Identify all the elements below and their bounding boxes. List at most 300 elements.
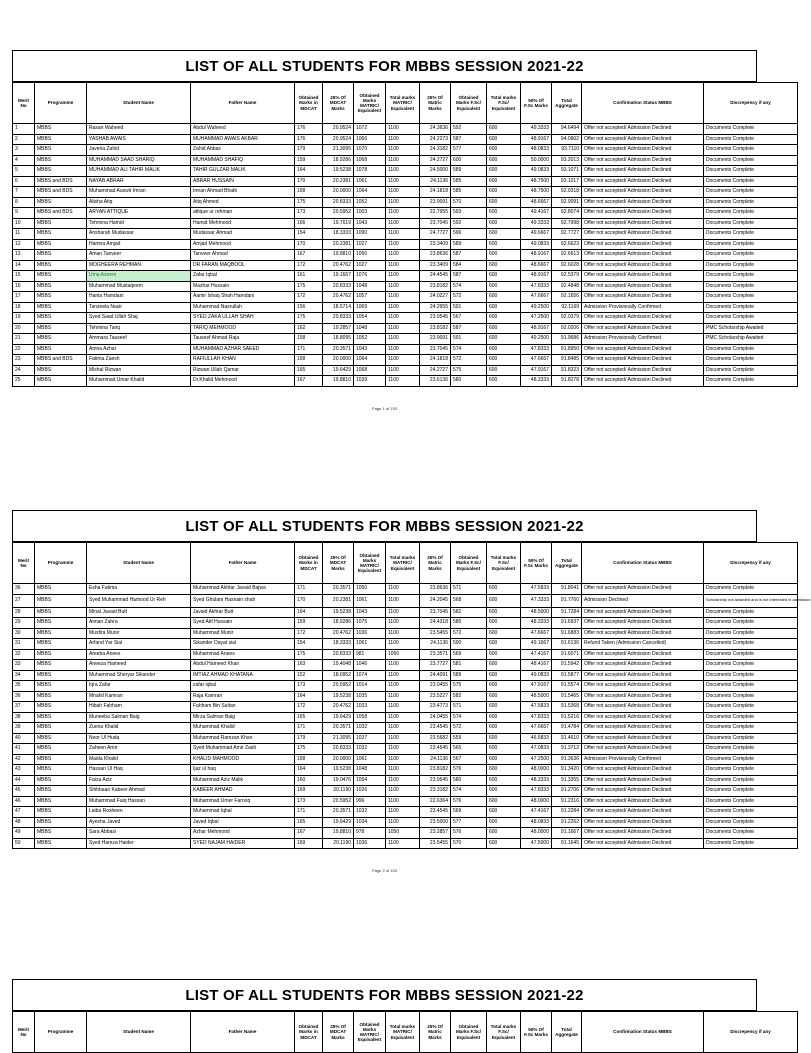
cell-fsc-50pct: 48.9167 (521, 323, 552, 334)
cell-fsc-obtained: 585 (451, 176, 487, 187)
cell-student-name: Muneeba Salman Baig (87, 712, 191, 723)
cell-fsc-obtained: 581 (451, 660, 487, 671)
col-header-fsc-obtained: Obtained Marks F.Sc/ Equivalent (451, 543, 487, 584)
cell-mdcat-25pct: 20.8333 (323, 281, 354, 292)
cell-matric-obtained: 1066 (354, 134, 386, 145)
cell-matric-total: 1100 (386, 145, 420, 156)
cell-total-aggregate: 91.2284 (552, 807, 582, 818)
cell-mdcat-marks: 173 (295, 796, 323, 807)
cell-father-name: Syed Atif Hussain (191, 618, 295, 629)
cell-matric-total: 1100 (386, 187, 420, 198)
cell-fsc-50pct: 47.5833 (521, 702, 552, 713)
cell-discrepancy: Documents Complete (704, 733, 798, 744)
cell-fsc-50pct: 47.5833 (521, 584, 552, 595)
cell-matric-25pct: 23.5682 (420, 733, 451, 744)
cell-merit-no: 7 (13, 187, 35, 198)
cell-total-aggregate: 91.6071 (552, 649, 582, 660)
cell-matric-total: 1100 (386, 250, 420, 261)
cell-confirmation-status: Offer not accepted/ Admission Declined (582, 691, 704, 702)
cell-fsc-obtained: 582 (451, 691, 487, 702)
table-row (13, 828, 798, 839)
cell-mdcat-marks: 154 (295, 229, 323, 240)
cell-merit-no: 44 (13, 775, 35, 786)
cell-fsc-total: 600 (487, 660, 521, 671)
cell-discrepancy: Documents Complete (704, 807, 798, 818)
table-row (13, 365, 798, 376)
cell-mdcat-25pct: 19.6429 (323, 817, 354, 828)
cell-matric-total: 1100 (386, 670, 420, 681)
cell-fsc-obtained: 600 (451, 155, 487, 166)
cell-matric-25pct: 23.3409 (420, 239, 451, 250)
col-header-merit-no: Merit No (13, 83, 35, 124)
cell-merit-no: 24 (13, 365, 35, 376)
col-header-matric-obtained: Obtained Marks MATRIC/ Equivalent (354, 543, 386, 584)
cell-matric-25pct: 24.0455 (420, 712, 451, 723)
cell-fsc-obtained: 570 (451, 838, 487, 849)
page-title: LIST OF ALL STUDENTS FOR MBBS SESSION 2021-22 (12, 50, 757, 82)
cell-discrepancy: Documents Complete (704, 355, 798, 366)
col-header-confirmation-status: Confirmation Status MBBS (582, 1012, 704, 1053)
table-row (13, 134, 798, 145)
cell-mdcat-marks: 170 (295, 594, 323, 607)
cell-matric-total: 1100 (386, 155, 420, 166)
cell-student-name: Iqra Zafar (87, 681, 191, 692)
cell-fsc-obtained: 577 (451, 817, 487, 828)
cell-total-aggregate: 93.1017 (552, 176, 582, 187)
cell-fsc-total: 600 (487, 134, 521, 145)
cell-father-name: DR FARAN MAQBOOL (191, 260, 295, 271)
page-2 (12, 510, 811, 873)
cell-matric-25pct: 23.8636 (420, 250, 451, 261)
cell-father-name: Abdul Hameed Khan (191, 660, 295, 671)
cell-fsc-50pct: 49.3333 (521, 218, 552, 229)
cell-father-name: SYED ZAKA ULLAH SHAH (191, 313, 295, 324)
cell-student-name: Hibah Fahham (87, 702, 191, 713)
cell-matric-obtained: 1068 (354, 155, 386, 166)
cell-fsc-total: 600 (487, 733, 521, 744)
cell-merit-no: 39 (13, 723, 35, 734)
cell-mdcat-25pct: 20.0000 (323, 754, 354, 765)
col-header-discrepancy: Discrepency if any (704, 1012, 798, 1053)
cell-matric-25pct: 23.3182 (420, 786, 451, 797)
cell-total-aggregate: 91.3636 (552, 754, 582, 765)
cell-matric-25pct: 23.8182 (420, 281, 451, 292)
cell-mdcat-marks: 171 (295, 344, 323, 355)
cell-matric-obtained: 1061 (354, 639, 386, 650)
cell-merit-no: 31 (13, 639, 35, 650)
cell-confirmation-status: Offer not accepted/ Admission Declined (582, 260, 704, 271)
cell-fsc-total: 600 (487, 229, 521, 240)
cell-mdcat-25pct: 20.3571 (323, 584, 354, 595)
cell-confirmation-status: Offer not accepted/ Admission Declined (582, 723, 704, 734)
cell-confirmation-status: Offer not accepted/ Admission Declined (582, 124, 704, 135)
table-row (13, 355, 798, 366)
cell-total-aggregate: 92.7727 (552, 229, 582, 240)
cell-matric-25pct: 23.5000 (420, 817, 451, 828)
cell-total-aggregate: 92.5379 (552, 271, 582, 282)
cell-confirmation-status: Offer not accepted/ Admission Declined (582, 670, 704, 681)
cell-merit-no: 29 (13, 618, 35, 629)
cell-matric-total: 1100 (386, 712, 420, 723)
cell-matric-obtained: 1039 (354, 376, 386, 387)
cell-matric-25pct: 23.7045 (420, 344, 451, 355)
cell-programme: MBBS (35, 765, 87, 776)
cell-merit-no: 30 (13, 628, 35, 639)
cell-fsc-total: 600 (487, 649, 521, 660)
table-row (13, 334, 798, 345)
cell-confirmation-status: Offer not accepted/ Admission Declined (582, 838, 704, 849)
cell-programme: MBBS (35, 239, 87, 250)
cell-confirmation-status: Offer not accepted/ Admission Declined (582, 775, 704, 786)
cell-confirmation-status: Offer not accepted/ Admission Declined (582, 649, 704, 660)
cell-matric-obtained: 1046 (354, 660, 386, 671)
cell-merit-no: 22 (13, 344, 35, 355)
cell-fsc-total: 600 (487, 176, 521, 187)
cell-matric-25pct: 24.1136 (420, 639, 451, 650)
cell-mdcat-25pct: 20.2381 (323, 176, 354, 187)
cell-confirmation-status: Offer not accepted/ Admission Declined (582, 733, 704, 744)
cell-fsc-obtained: 580 (451, 775, 487, 786)
cell-total-aggregate: 91.1667 (552, 828, 582, 839)
cell-merit-no: 4 (13, 155, 35, 166)
cell-mdcat-25pct: 20.4762 (323, 260, 354, 271)
cell-confirmation-status: Refund Taken (Admission Cancelled) (582, 639, 704, 650)
cell-fsc-50pct: 49.4167 (521, 208, 552, 219)
cell-total-aggregate: 91.2262 (552, 817, 582, 828)
cell-merit-no: 23 (13, 355, 35, 366)
table-row (13, 807, 798, 818)
cell-student-name: Minal Javaid Butt (87, 607, 191, 618)
cell-programme: MBBS (35, 313, 87, 324)
cell-matric-total: 1100 (386, 323, 420, 334)
cell-fsc-50pct: 48.7500 (521, 176, 552, 187)
table-row (13, 594, 798, 607)
cell-mdcat-marks: 172 (295, 702, 323, 713)
cell-father-name: Javaid Akhtar Butt (191, 607, 295, 618)
cell-total-aggregate: 92.6028 (552, 260, 582, 271)
cell-total-aggregate: 91.5368 (552, 702, 582, 713)
cell-fsc-50pct: 47.8333 (521, 281, 552, 292)
cell-matric-25pct: 23.5455 (420, 838, 451, 849)
col-header-programme: Programme (35, 83, 87, 124)
cell-total-aggregate: 94.6494 (552, 124, 582, 135)
cell-fsc-total: 600 (487, 323, 521, 334)
cell-student-name: Muhammad Sheryar Sikander (87, 670, 191, 681)
cell-discrepancy: Documents Complete (704, 134, 798, 145)
cell-programme: MBBS (35, 691, 87, 702)
cell-matric-obtained: 1043 (354, 344, 386, 355)
cell-fsc-obtained: 571 (451, 702, 487, 713)
cell-matric-25pct: 23.6136 (420, 376, 451, 387)
cell-fsc-obtained: 593 (451, 208, 487, 219)
cell-discrepancy: Documents Complete (704, 639, 798, 650)
cell-mdcat-marks: 165 (295, 817, 323, 828)
cell-fsc-obtained: 587 (451, 323, 487, 334)
cell-discrepancy: Documents Complete (704, 313, 798, 324)
cell-mdcat-marks: 173 (295, 208, 323, 219)
cell-father-name: Muhammad Anees (191, 649, 295, 660)
cell-matric-total: 1100 (386, 786, 420, 797)
cell-matric-obtained: 1032 (354, 807, 386, 818)
cell-mdcat-marks: 173 (295, 681, 323, 692)
cell-discrepancy: Documents Complete (704, 649, 798, 660)
cell-merit-no: 6 (13, 176, 35, 187)
col-header-total-aggregate: Total Aggregate (552, 83, 582, 124)
table-row (13, 786, 798, 797)
cell-student-name: NAYAB ABRAR (87, 176, 191, 187)
cell-total-aggregate: 91.3712 (552, 744, 582, 755)
cell-merit-no: 38 (13, 712, 35, 723)
cell-mdcat-marks: 167 (295, 250, 323, 261)
cell-fsc-50pct: 47.6667 (521, 292, 552, 303)
cell-merit-no: 47 (13, 807, 35, 818)
cell-total-aggregate: 91.2316 (552, 796, 582, 807)
cell-matric-obtained: 1032 (354, 744, 386, 755)
cell-confirmation-status: Offer not accepted/ Admission Declined (582, 584, 704, 595)
cell-fsc-obtained: 575 (451, 365, 487, 376)
cell-father-name: Rizwan Ullah Qamar (191, 365, 295, 376)
cell-merit-no: 48 (13, 817, 35, 828)
cell-matric-total: 1100 (386, 723, 420, 734)
cell-matric-25pct: 23.9091 (420, 197, 451, 208)
cell-fsc-total: 600 (487, 712, 521, 723)
cell-fsc-obtained: 572 (451, 292, 487, 303)
cell-fsc-50pct: 47.8333 (521, 786, 552, 797)
cell-matric-obtained: 1058 (354, 712, 386, 723)
cell-discrepancy: Documents Complete (704, 197, 798, 208)
cell-matric-obtained: 1061 (354, 176, 386, 187)
cell-mdcat-25pct: 20.8333 (323, 313, 354, 324)
cell-discrepancy: PMC Scholarship Awaited (704, 334, 798, 345)
cell-fsc-obtained: 559 (451, 733, 487, 744)
header-row (13, 1012, 798, 1053)
cell-father-name: Azhar Mehmood (191, 828, 295, 839)
cell-fsc-obtained: 592 (451, 124, 487, 135)
col-header-fsc-total: Total marks F.Sc/ Equivalent (487, 543, 521, 584)
cell-total-aggregate: 91.7760 (552, 594, 582, 607)
cell-merit-no: 14 (13, 260, 35, 271)
cell-fsc-50pct: 47.9167 (521, 681, 552, 692)
cell-matric-25pct: 23.4773 (420, 702, 451, 713)
cell-matric-25pct: 24.1818 (420, 355, 451, 366)
cell-discrepancy: Documents Complete (704, 775, 798, 786)
cell-programme: MBBS (35, 271, 87, 282)
cell-discrepancy: Documents Complete (704, 628, 798, 639)
table-row (13, 744, 798, 755)
cell-fsc-total: 600 (487, 365, 521, 376)
cell-merit-no: 45 (13, 786, 35, 797)
cell-fsc-50pct: 47.2500 (521, 754, 552, 765)
cell-merit-no: 33 (13, 660, 35, 671)
cell-discrepancy: Documents Complete (704, 239, 798, 250)
table-row (13, 281, 798, 292)
cell-matric-total: 1100 (386, 176, 420, 187)
cell-fsc-50pct: 48.3333 (521, 376, 552, 387)
cell-fsc-total: 600 (487, 584, 521, 595)
cell-matric-total: 1100 (386, 744, 420, 755)
header-row (13, 543, 798, 584)
cell-fsc-50pct: 49.0833 (521, 239, 552, 250)
col-header-merit-no: Merit No (13, 1012, 35, 1053)
cell-discrepancy: Documents Complete (704, 618, 798, 629)
cell-fsc-obtained: 591 (451, 302, 487, 313)
cell-matric-obtained: 1074 (354, 670, 386, 681)
cell-discrepancy: Documents Complete (704, 208, 798, 219)
cell-discrepancy: Documents Complete (704, 365, 798, 376)
cell-matric-total: 1100 (386, 733, 420, 744)
cell-student-name: Tehmina Hamid (87, 218, 191, 229)
cell-mdcat-25pct: 19.5238 (323, 607, 354, 618)
cell-fsc-total: 600 (487, 796, 521, 807)
cell-student-name: Zaheen Amir (87, 744, 191, 755)
cell-fsc-obtained: 575 (451, 681, 487, 692)
table-row (13, 239, 798, 250)
cell-discrepancy: Documents Complete (704, 691, 798, 702)
cell-fsc-total: 600 (487, 765, 521, 776)
col-header-matric-total: Total marks MATRIC/ Equivalent (386, 543, 420, 584)
cell-mdcat-25pct: 20.5952 (323, 796, 354, 807)
cell-programme: MBBS (35, 594, 87, 607)
table-row (13, 681, 798, 692)
cell-programme: MBBS (35, 838, 87, 849)
cell-matric-25pct: 23.4545 (420, 744, 451, 755)
cell-programme: MBBS and BDS (35, 208, 87, 219)
cell-mdcat-25pct: 20.9524 (323, 124, 354, 135)
cell-total-aggregate: 91.8950 (552, 344, 582, 355)
cell-mdcat-25pct: 20.2381 (323, 239, 354, 250)
cell-mdcat-marks: 179 (295, 733, 323, 744)
cell-matric-total: 1100 (386, 166, 420, 177)
cell-discrepancy: Documents Complete (704, 584, 798, 595)
cell-mdcat-25pct: 20.8333 (323, 197, 354, 208)
cell-fsc-obtained: 568 (451, 594, 487, 607)
cell-fsc-obtained: 574 (451, 344, 487, 355)
students-table (12, 82, 798, 387)
cell-merit-no: 21 (13, 334, 35, 345)
col-header-confirmation-status: Confirmation Status MBBS (582, 543, 704, 584)
cell-fsc-total: 600 (487, 807, 521, 818)
cell-confirmation-status: Offer not accepted/ Admission Declined (582, 155, 704, 166)
cell-fsc-50pct: 47.8333 (521, 712, 552, 723)
cell-programme: MBBS (35, 744, 87, 755)
table-row (13, 607, 798, 618)
cell-fsc-obtained: 587 (451, 134, 487, 145)
cell-fsc-50pct: 48.5000 (521, 691, 552, 702)
cell-mdcat-marks: 172 (295, 292, 323, 303)
cell-merit-no: 35 (13, 681, 35, 692)
page-3 (12, 979, 771, 1053)
cell-merit-no: 17 (13, 292, 35, 303)
cell-matric-25pct: 23.9545 (420, 775, 451, 786)
cell-programme: MBBS (35, 376, 87, 387)
cell-student-name: Muhammad Auswir Imran (87, 187, 191, 198)
cell-father-name: MUHAMMAD AWAIS AKBAR (191, 134, 295, 145)
cell-matric-total: 1100 (386, 344, 420, 355)
cell-programme: MBBS (35, 733, 87, 744)
cell-fsc-50pct: 47.5000 (521, 838, 552, 849)
cell-fsc-total: 600 (487, 218, 521, 229)
cell-matric-obtained: 1054 (354, 775, 386, 786)
cell-programme: MBBS (35, 649, 87, 660)
table-row (13, 838, 798, 849)
cell-matric-total: 1100 (386, 334, 420, 345)
cell-matric-25pct: 24.1818 (420, 187, 451, 198)
table-row (13, 733, 798, 744)
cell-father-name: Tanveer Ahmad (191, 250, 295, 261)
cell-total-aggregate: 91.1645 (552, 838, 582, 849)
table-body (13, 124, 798, 387)
cell-fsc-total: 600 (487, 239, 521, 250)
cell-matric-obtained: 1070 (354, 145, 386, 156)
cell-fsc-50pct: 47.6667 (521, 723, 552, 734)
cell-student-name: Ayesha Javed (87, 817, 191, 828)
cell-mdcat-marks: 172 (295, 628, 323, 639)
cell-merit-no: 9 (13, 208, 35, 219)
cell-fsc-obtained: 571 (451, 584, 487, 595)
cell-programme: MBBS (35, 166, 87, 177)
cell-mdcat-25pct: 18.3333 (323, 639, 354, 650)
cell-fsc-obtained: 574 (451, 281, 487, 292)
cell-confirmation-status: Offer not accepted/ Admission Declined (582, 176, 704, 187)
cell-fsc-total: 600 (487, 723, 521, 734)
cell-fsc-50pct: 47.6667 (521, 355, 552, 366)
cell-confirmation-status: Offer not accepted/ Admission Declined (582, 765, 704, 776)
cell-programme: MBBS (35, 302, 87, 313)
cell-father-name: Atiq Ahmed (191, 197, 295, 208)
cell-father-name: TAHIR GULZAR MALIK (191, 166, 295, 177)
table-row (13, 754, 798, 765)
cell-father-name: Raja Kamran (191, 691, 295, 702)
cell-total-aggregate: 92.0379 (552, 313, 582, 324)
cell-programme: MBBS (35, 786, 87, 797)
cell-matric-total: 1100 (386, 124, 420, 135)
cell-fsc-obtained: 587 (451, 250, 487, 261)
cell-student-name: YASHAB AWAIS (87, 134, 191, 145)
cell-mdcat-25pct: 18.3333 (323, 229, 354, 240)
cell-merit-no: 8 (13, 197, 35, 208)
cell-discrepancy: Documents Complete (704, 271, 798, 282)
cell-total-aggregate: 92.9091 (552, 197, 582, 208)
cell-matric-total: 1100 (386, 838, 420, 849)
cell-fsc-obtained: 589 (451, 239, 487, 250)
cell-mdcat-25pct: 20.3571 (323, 807, 354, 818)
cell-fsc-50pct: 47.3333 (521, 594, 552, 607)
cell-matric-25pct: 24.1136 (420, 754, 451, 765)
cell-matric-total: 1100 (386, 628, 420, 639)
cell-fsc-total: 600 (487, 594, 521, 607)
cell-fsc-50pct: 48.6667 (521, 260, 552, 271)
cell-student-name: Uma Azeem (87, 271, 191, 282)
cell-confirmation-status: Offer not accepted/ Admission Declined (582, 239, 704, 250)
cell-student-name: Syed Muhammad Hamood Ur Reh (87, 594, 191, 607)
col-header-total-aggregate: Total Aggregate (552, 543, 582, 584)
col-header-father-name: Father Name (191, 83, 295, 124)
cell-confirmation-status: Offer not accepted/ Admission Declined (582, 712, 704, 723)
cell-matric-obtained: 1064 (354, 187, 386, 198)
cell-total-aggregate: 93.2013 (552, 155, 582, 166)
cell-total-aggregate: 92.8074 (552, 208, 582, 219)
cell-matric-25pct: 24.5000 (420, 166, 451, 177)
cell-programme: MBBS (35, 260, 87, 271)
cell-fsc-50pct: 46.5833 (521, 733, 552, 744)
cell-mdcat-marks: 162 (295, 323, 323, 334)
cell-programme: MBBS (35, 754, 87, 765)
cell-fsc-total: 600 (487, 775, 521, 786)
cell-fsc-50pct: 48.5000 (521, 607, 552, 618)
cell-mdcat-25pct: 20.1190 (323, 838, 354, 849)
cell-father-name: Tauseef Ahmad Raja (191, 334, 295, 345)
cell-student-name: Laiba Rosheen (87, 807, 191, 818)
